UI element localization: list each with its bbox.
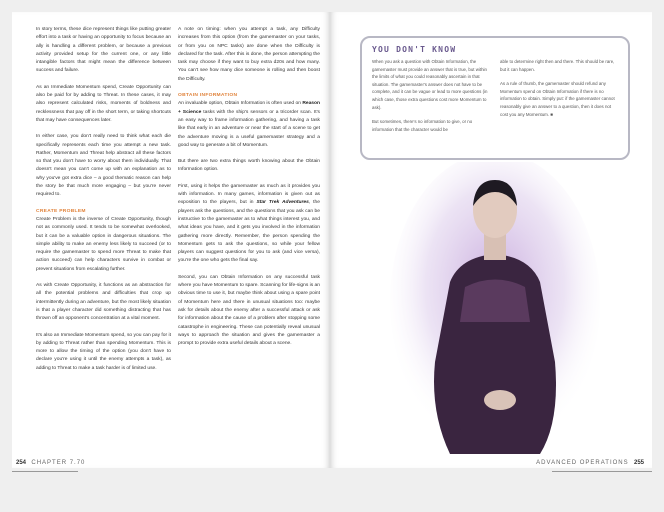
character-illustration: [390, 162, 600, 454]
right-footer: [536, 460, 644, 466]
paragraph: [500, 80, 618, 118]
paragraph: Create Problem is the inverse of Create Opportunity, though not as commonly used. It tends to be somewhat overlooked, but it can be a valuable option in dangerous situations. The simple ability to make an enemy less likely to succeed (or to require the gamemaster to spend more Threat to make that action succeed) can help characters survive in combat or prevent situations from escalating further.: [36, 216, 171, 272]
paragraph: As with Create Opportunity, it functions as an abstraction for all the potential problems and difficulties that crop up intermittently during an adventure, but the most likely situation is that a player character did something distracting that has thrown off an opponent's concentration at a vital moment.: [36, 283, 171, 322]
italic-title: Star Trek Adventures: [256, 200, 309, 206]
obtain-information-section: [178, 92, 320, 150]
left-column: [36, 26, 171, 381]
footer-rule: [12, 471, 78, 472]
page-number: 254: [16, 460, 27, 466]
paragraph: able to determine right then and there. This should be rare, but it can happen.: [500, 59, 615, 72]
sidebar-title: YOU DON'T KNOW: [372, 45, 457, 54]
bold-text: Reason + Science: [178, 101, 320, 115]
paragraph: A note on timing: when you attempt a task, any Difficulty increases from this option (from the gamemaster on your tasks, or from you on NPC tasks) are done when the Difficulty is declared for the task. After this is done, the person attempting the task may choose if they want to buy extra d20s and how many. You can't see how many dice someone is rolling and then boost the Difficulty.: [178, 27, 320, 82]
sidebar-box: [360, 36, 630, 160]
middle-column: [178, 26, 320, 356]
text: First, using it helps the gamemaster as much as it provides you with information. In many games, information is given out as exposition to the players, but in: [178, 183, 320, 206]
text: As a rule of thumb, the gamemaster should refund any Momentum spend on Obtain Information if there is no information to obtain. Simply put: if the gamemaster cannot reasonably give an answer to a question, then it does not cost you any Momentum.: [500, 81, 615, 117]
chapter-label: CHAPTER 7.70: [31, 460, 86, 466]
section-heading: OBTAIN INFORMATION: [178, 93, 238, 99]
paragraph: In either case, you don't really need to think what each die specifically represents each time you attempt a new task. Rather, Momentum and Threat help abstract all these factors so that you don't have to worry about them individually. That doesn't mean you can't come up with an explanation as to why you've got extra dice – a good thematic reason can help the story be that much more engaging – but you're never required to.: [36, 134, 171, 198]
text: An invaluable option, Obtain Information is often used on: [178, 101, 303, 107]
paragraph: When you ask a question with Obtain Information, the gamemaster must provide an answer that is true, but within the limits of what you could reasonably ascertain in that situation. The gamemaster's answer does not have to be complete, and it can be vague or lead to more questions (in which case, those extra questions cost more Momentum to ask).: [372, 59, 488, 110]
sidebar-column: [500, 58, 618, 125]
paragraph: Second, you can Obtain Information on any successful task where you have Momentum to spare. Scanning for life-signs is an obvious time to use it, but maybe think about using a spare point of Momentum here and there in unusual situations too: maybe ask for details about the enemy after a successful attack or ask for information about the cause of a problem after stopping some catastrophe in engineering. These can potentially reveal unusual ways to approach the situation and gives the gamemaster a prompt to provide extra useful details about a scene.: [178, 274, 320, 347]
paragraph: [178, 183, 320, 266]
left-footer: [16, 460, 85, 466]
paragraph: But sometimes, there's no information to give, or no information that the character would be: [372, 119, 473, 132]
paragraph: As an Immediate Momentum spend, Create Opportunity can also be paid for by adding to Threat. In these cases, it may also represent calculated risks, moments of boldness and recklessness that pay off in the short term, or taking shortcuts that may have consequences later.: [36, 84, 171, 123]
page-number: 255: [633, 460, 644, 466]
paragraph: In story terms, these dice represent things like putting greater effort into a task or having an opportunity to focus because an ally is handling a different problem, or because a previous activity provided setup for the current one, or any little intangible factors that might mean the difference between success and failure.: [36, 27, 171, 74]
sidebar-column: [372, 58, 490, 140]
right-page: [330, 12, 652, 468]
paragraph: But there are two extra things worth knowing about the Obtain Information option.: [178, 159, 320, 173]
paragraph: It's also an Immediate Momentum spend, so you can pay for it by adding to Threat rather than spending Momentum. This is more to allow the timing of the option (you don't have to declare you're using it until the enemy attempts a task), as adding to Threat to make a task harder is of limited use.: [36, 332, 171, 371]
text: , the players ask the questions, and the questions that you ask can be instructive to the gamemaster as to what things interest you, and what ideas you have, and it gets you involved in the information gathering more directly. Remember, the person spending the Momentum gets to ask the questions, so while your fellow players can suggest questions for you to ask (and vice versa), you're the one who gets the final say.: [178, 200, 320, 264]
end-mark-icon: ■: [550, 111, 553, 117]
left-page: [12, 12, 330, 468]
section-label: ADVANCED OPERATIONS: [536, 460, 629, 466]
footer-rule: [552, 471, 652, 472]
create-problem-section: [36, 208, 171, 274]
section-heading: CREATE PROBLEM: [36, 208, 86, 214]
text: tasks with the ship's sensors or a tricorder scan. It's an easy way to frame information gathering, and having a task like that early in an adventure or near the start of a scene to get the adventure moving is a useful gamemaster strategy and a good way to generate a bit of Momentum.: [178, 109, 320, 148]
